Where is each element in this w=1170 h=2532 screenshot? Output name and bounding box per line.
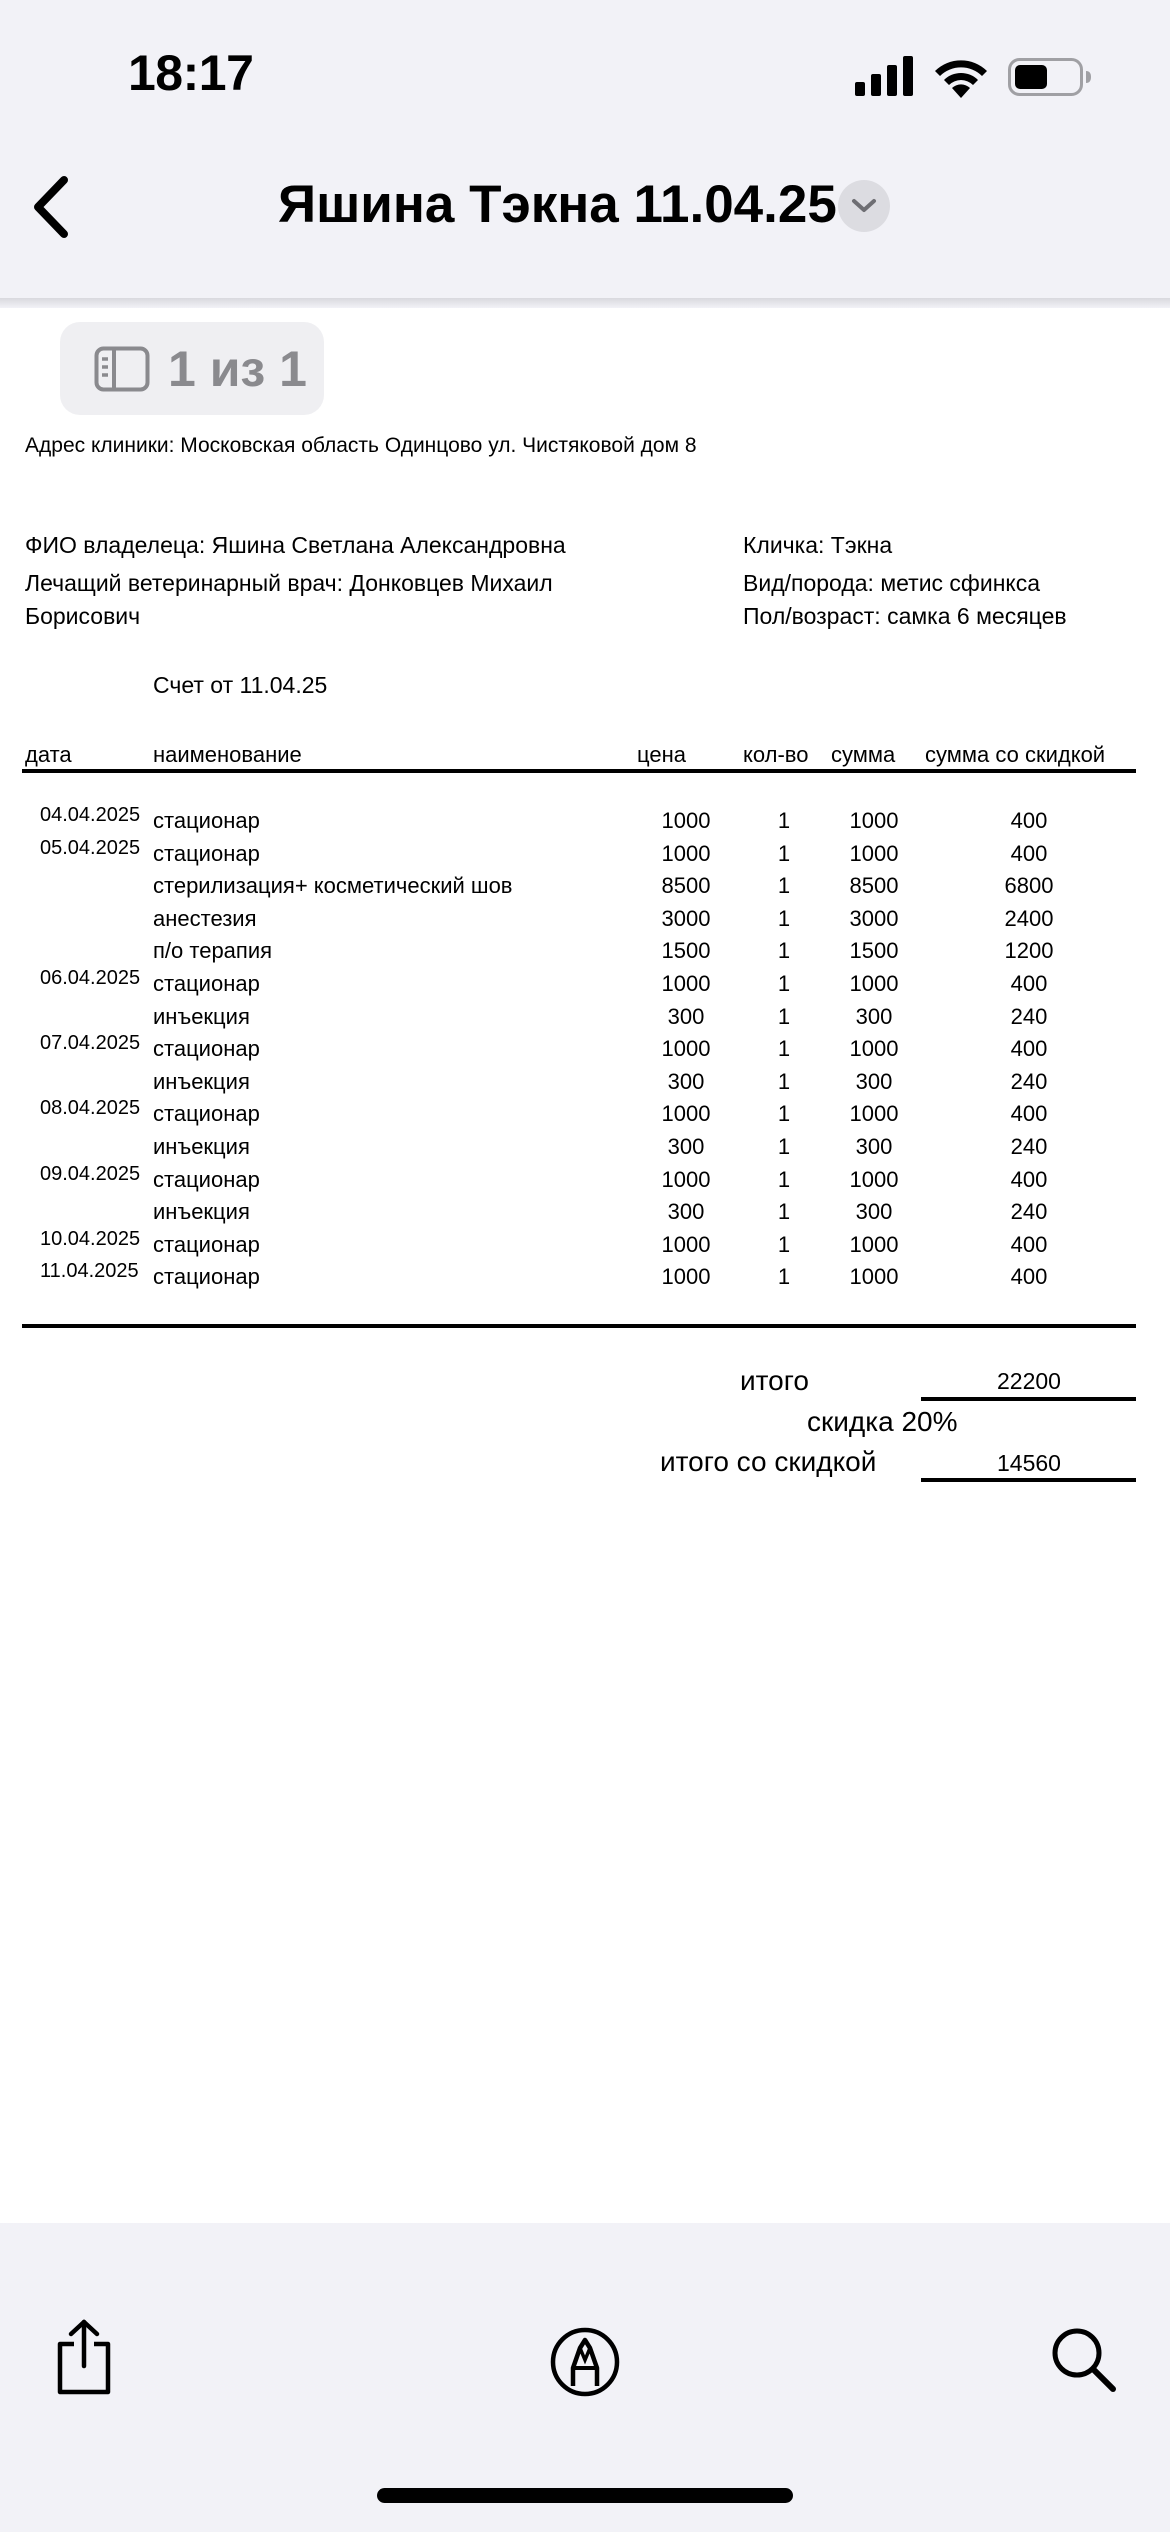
table-row bbox=[0, 804, 1170, 838]
cell-price-text: 300 bbox=[667, 1134, 705, 1159]
cell-discount-sum-text: 400 bbox=[1010, 971, 1048, 996]
cell-qty-text: 1 bbox=[777, 1166, 791, 1192]
total-discount-label: итого со скидкой bbox=[660, 1446, 877, 1477]
cell-sum-text: 1000 bbox=[849, 1264, 899, 1290]
total-label: итого bbox=[740, 1365, 809, 1396]
cell-sum-text: 1000 bbox=[849, 840, 899, 866]
cell-discount-sum-text: 400 bbox=[1010, 840, 1048, 866]
battery-icon bbox=[1008, 58, 1092, 96]
cell-sum-text: 1500 bbox=[849, 938, 899, 964]
column-header-price: цена bbox=[637, 742, 686, 767]
cell-date: 06.04.2025 bbox=[40, 967, 141, 989]
cell-qty-text: 1 bbox=[777, 1199, 791, 1225]
cell-qty-text: 1 bbox=[777, 840, 791, 866]
cell-name: п/о терапия bbox=[153, 938, 273, 964]
table-row bbox=[0, 1162, 1170, 1197]
cell-qty-text: 1 bbox=[777, 905, 791, 931]
cell-discount-sum-text: 400 bbox=[1010, 1231, 1048, 1257]
cell-name: стационар bbox=[153, 808, 260, 833]
cellular-signal-icon bbox=[855, 56, 915, 96]
cell-sum-text: 1000 bbox=[849, 1231, 899, 1257]
cell-name: инъекция bbox=[153, 1003, 250, 1029]
cell-name: инъекция bbox=[153, 1068, 250, 1094]
cell-qty-text: 1 bbox=[777, 1036, 791, 1062]
cell-sum-text: 1000 bbox=[849, 1036, 899, 1062]
cell-sum-text: 1000 bbox=[849, 1101, 899, 1127]
navigation-bar bbox=[0, 150, 1170, 305]
cell-qty-text: 1 bbox=[777, 1101, 791, 1127]
cell-qty-text: 1 bbox=[777, 1068, 791, 1094]
home-indicator bbox=[377, 2488, 793, 2503]
pet-breed: Вид/порода: метис сфинкса bbox=[743, 570, 1041, 596]
column-header-discount-sum: сумма со скидкой bbox=[925, 742, 1106, 767]
pet-sex-age: Пол/возраст: самка 6 месяцев bbox=[743, 603, 1067, 629]
cell-price-text: 3000 bbox=[661, 905, 711, 931]
vet-name: Лечащий ветеринарный врач: Донковцев Михаил bbox=[25, 570, 553, 596]
cell-price-text: 300 bbox=[667, 1003, 705, 1029]
cell-price-text: 1000 bbox=[661, 1231, 711, 1257]
cell-name: стационар bbox=[153, 1101, 260, 1127]
cell-price-text: 300 bbox=[667, 1068, 705, 1094]
cell-discount-sum-text: 2400 bbox=[1004, 905, 1054, 931]
markup-button[interactable] bbox=[545, 2322, 625, 2402]
search-button[interactable] bbox=[1044, 2320, 1124, 2400]
cell-discount-sum-text: 400 bbox=[1010, 1166, 1048, 1192]
cell-price-text: 1000 bbox=[661, 1036, 711, 1062]
column-header-name: наименование bbox=[153, 742, 302, 767]
pet-name: Кличка: Тэкна bbox=[743, 532, 893, 558]
cell-sum-text: 8500 bbox=[849, 873, 899, 899]
search-icon bbox=[1049, 2325, 1119, 2395]
total-discount-underline bbox=[921, 1478, 1136, 1482]
wifi-icon bbox=[932, 54, 990, 98]
table-row bbox=[0, 1004, 1170, 1034]
cell-sum-text: 1000 bbox=[849, 1166, 899, 1192]
cell-name: инъекция bbox=[153, 1199, 250, 1225]
cell-discount-sum-text: 240 bbox=[1010, 1003, 1048, 1029]
back-button[interactable] bbox=[20, 172, 80, 242]
cell-qty-text: 1 bbox=[777, 938, 791, 964]
cell-qty-text: 1 bbox=[777, 1231, 791, 1257]
cell-qty-text: 1 bbox=[777, 1134, 791, 1159]
cell-discount-sum-text: 400 bbox=[1010, 1264, 1048, 1290]
owner-name: ФИО владелеца: Яшина Светлана Александровна bbox=[25, 532, 566, 558]
table-row bbox=[0, 967, 1170, 1001]
cell-qty-text: 1 bbox=[777, 1264, 791, 1290]
cell-name: стационар bbox=[153, 1264, 260, 1290]
table-row bbox=[0, 873, 1170, 903]
cell-discount-sum-text: 400 bbox=[1010, 1101, 1048, 1127]
cell-price-text: 8500 bbox=[661, 873, 711, 899]
cell-price-text: 1000 bbox=[661, 1264, 711, 1290]
cell-sum-text: 1000 bbox=[849, 971, 899, 996]
chevron-down-icon bbox=[851, 198, 877, 214]
vet-name-continued: Борисович bbox=[25, 603, 141, 629]
cell-name: стационар bbox=[153, 840, 260, 866]
share-icon bbox=[52, 2318, 116, 2396]
cell-sum-text: 300 bbox=[855, 1068, 893, 1094]
table-row bbox=[0, 1199, 1170, 1229]
status-time: 18:17 bbox=[128, 45, 254, 101]
cell-sum-text: 1000 bbox=[849, 808, 899, 833]
page-indicator[interactable] bbox=[60, 322, 324, 415]
cell-name: стационар bbox=[153, 1036, 260, 1062]
cell-qty-text: 1 bbox=[777, 971, 791, 996]
sidebar-icon bbox=[94, 346, 150, 392]
cell-sum-text: 3000 bbox=[849, 905, 899, 931]
cell-discount-sum-text: 400 bbox=[1010, 808, 1048, 833]
cell-name: стационар bbox=[153, 1166, 260, 1192]
cell-discount-sum-text: 1200 bbox=[1004, 938, 1054, 964]
chevron-left-icon bbox=[30, 176, 70, 238]
cell-price-text: 1000 bbox=[661, 1166, 711, 1192]
cell-date: 11.04.2025 bbox=[40, 1260, 139, 1283]
table-row bbox=[0, 938, 1170, 968]
column-header-qty: кол-во bbox=[743, 742, 809, 767]
table-row bbox=[0, 1134, 1170, 1164]
cell-sum-text: 300 bbox=[855, 1003, 893, 1029]
cell-price-text: 1000 bbox=[661, 971, 711, 996]
page-count: 1 из 1 bbox=[168, 340, 307, 397]
cell-price-text: 1000 bbox=[661, 808, 711, 833]
table-row bbox=[0, 1097, 1170, 1131]
discount-label: скидка 20% bbox=[807, 1406, 958, 1437]
column-header-date: дата bbox=[25, 742, 72, 767]
table-row bbox=[0, 1069, 1170, 1099]
document-title[interactable]: Яшина Тэкна 11.04.25 bbox=[278, 175, 837, 234]
status-bar bbox=[0, 0, 1170, 150]
total-discount-value: 14560 bbox=[997, 1450, 1061, 1476]
invoice-title: Счет от 11.04.25 bbox=[153, 672, 328, 698]
table-header-rule bbox=[22, 769, 1136, 773]
table-row bbox=[0, 1032, 1170, 1066]
table-row bbox=[0, 1227, 1170, 1262]
table-row bbox=[0, 906, 1170, 936]
nav-divider bbox=[0, 298, 1170, 308]
cell-qty-text: 1 bbox=[777, 808, 791, 833]
table-row bbox=[0, 1260, 1170, 1294]
cell-name: анестезия bbox=[153, 905, 257, 931]
cell-date: 05.04.2025 bbox=[40, 836, 141, 859]
cell-date: 08.04.2025 bbox=[40, 1097, 141, 1120]
cell-date: 07.04.2025 bbox=[40, 1032, 141, 1055]
markup-pen-icon bbox=[549, 2326, 621, 2398]
cell-date: 09.04.2025 bbox=[40, 1162, 141, 1185]
cell-name: инъекция bbox=[153, 1134, 250, 1159]
table-row bbox=[0, 836, 1170, 871]
cell-date: 04.04.2025 bbox=[40, 804, 141, 826]
cell-price-text: 1500 bbox=[661, 938, 711, 964]
cell-qty-text: 1 bbox=[777, 1003, 791, 1029]
cell-name: стерилизация+ косметический шов bbox=[153, 873, 513, 899]
title-menu-button[interactable] bbox=[838, 180, 890, 232]
share-button[interactable] bbox=[44, 2317, 124, 2397]
cell-price-text: 1000 bbox=[661, 840, 711, 866]
cell-discount-sum-text: 240 bbox=[1010, 1199, 1048, 1225]
table-bottom-rule bbox=[22, 1324, 1136, 1328]
cell-name: стационар bbox=[153, 971, 260, 996]
column-header-sum: сумма bbox=[831, 742, 896, 767]
cell-qty-text: 1 bbox=[777, 873, 791, 899]
clinic-address: Адрес клиники: Московская область Одинцово ул. Чистяковой дом 8 bbox=[25, 434, 697, 457]
total-underline bbox=[921, 1397, 1136, 1401]
cell-name: стационар bbox=[153, 1231, 260, 1257]
cell-sum-text: 300 bbox=[855, 1134, 893, 1159]
pdf-page[interactable] bbox=[0, 308, 1170, 2223]
cell-date: 10.04.2025 bbox=[40, 1227, 141, 1250]
cell-discount-sum-text: 240 bbox=[1010, 1068, 1048, 1094]
cell-price-text: 300 bbox=[667, 1199, 705, 1225]
cell-discount-sum-text: 400 bbox=[1010, 1036, 1048, 1062]
cell-discount-sum-text: 6800 bbox=[1004, 873, 1054, 899]
cell-sum-text: 300 bbox=[855, 1199, 893, 1225]
total-value: 22200 bbox=[997, 1368, 1061, 1394]
cell-price-text: 1000 bbox=[661, 1101, 711, 1127]
cell-discount-sum-text: 240 bbox=[1010, 1134, 1048, 1159]
